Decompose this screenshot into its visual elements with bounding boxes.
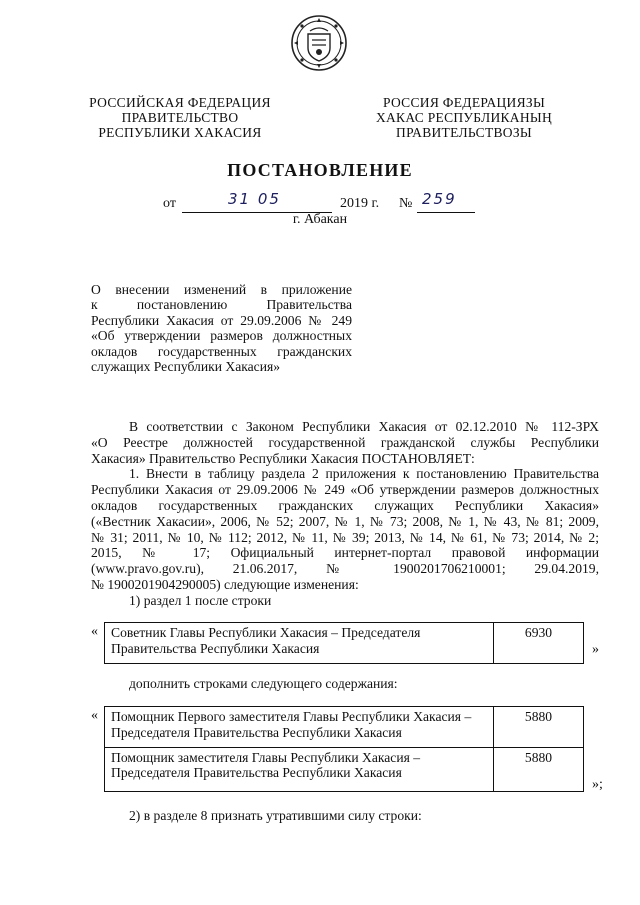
body-line: 1) раздел 1 после строки <box>129 592 272 608</box>
subject-line: Республики Хакасия от 29.09.2006 № 249 <box>91 312 352 328</box>
table1 <box>104 622 584 664</box>
coat-of-arms-emblem-icon <box>290 14 348 72</box>
header-left-line: ПРАВИТЕЛЬСТВО <box>121 110 239 125</box>
header-right-line: ХАКАС РЕСПУБЛИКАНЫҢ <box>375 110 553 125</box>
item2-text: 2) в разделе 8 признать утратившими силу строки: <box>129 808 422 823</box>
subject-line: окладов государственных гражданских <box>91 343 352 359</box>
body-line: «О Реестре должностей государственной гражданской службы Республики <box>91 434 599 450</box>
subject-block <box>91 282 352 374</box>
table2 <box>104 706 584 792</box>
body-line: Республики Хакасия от 29.09.2006 № 249 «Об утверждении размеров должностных <box>91 482 599 498</box>
header-right-line: ПРАВИТЕЛЬСТВОЗЫ <box>396 125 532 140</box>
body-line: 2015, № 17; Официальный интернет-портал правовой информации <box>91 545 599 561</box>
date-from-label: от <box>163 196 176 211</box>
body-line: (www.pravo.gov.ru), 21.06.2017, № 1900201706210001; 29.04.2019, <box>91 561 599 577</box>
table1-close-quote: » <box>592 642 599 657</box>
subject-line: О внесении изменений в приложение <box>91 282 352 297</box>
handwritten-number: 259 <box>422 190 457 208</box>
body-line: («Вестник Хакасии», 2006, № 52; 2007, № 1, № 73; 2008, № 1, № 43, № 81; 2009, <box>91 513 599 529</box>
table-cell-position: Помощник заместителя Главы Республики Хакасия – Председателя Правительства Республики Хакасия <box>105 747 494 792</box>
body-line: № 31; 2011, № 10, № 112; 2012, № 11, № 39; 2013, № 14, № 61, № 73; 2014, № 2; <box>91 529 599 545</box>
subject-line: служащих Республики Хакасия» <box>91 359 281 375</box>
body-line: № 1900201904290005) следующие изменения: <box>91 576 359 592</box>
number-label: № <box>399 196 413 211</box>
table-row <box>105 623 584 664</box>
body-line: Хакасия» Правительство Республики Хакасия ПОСТАНОВЛЯЕТ: <box>91 450 475 466</box>
add-rows-text: дополнить строками следующего содержания: <box>129 676 398 691</box>
city-line: г. Абакан <box>292 212 348 227</box>
subject-line: к постановлению Правительства <box>91 297 352 313</box>
date-year: 2019 г. <box>340 196 380 211</box>
table-cell-position: Советник Главы Республики Хакасия – Председателя Правительства Республики Хакасия <box>105 623 494 664</box>
header-left-line: РОССИЙСКАЯ ФЕДЕРАЦИЯ <box>89 95 271 110</box>
table-cell-position: Помощник Первого заместителя Главы Республики Хакасия – Председателя Правительства Республики Хакасия <box>105 707 494 748</box>
handwritten-date: 31 05 <box>228 190 281 208</box>
table-row <box>105 707 584 748</box>
header-left-block <box>82 95 278 140</box>
table-cell-salary: 6930 <box>494 623 584 664</box>
table1-open-quote: « <box>91 624 98 639</box>
table-cell-salary: 5880 <box>494 747 584 792</box>
table2-close-quote: »; <box>592 777 603 792</box>
header-left-line: РЕСПУБЛИКИ ХАКАСИЯ <box>98 125 262 140</box>
header-right-block <box>358 95 570 140</box>
document-title: ПОСТАНОВЛЕНИЕ <box>227 160 413 180</box>
table2-open-quote: « <box>91 708 98 723</box>
body-line: 1. Внести в таблицу раздела 2 приложения к постановлению Правительства <box>129 466 599 482</box>
table-row <box>105 747 584 792</box>
table-cell-salary: 5880 <box>494 707 584 748</box>
body-line: В соответствии с Законом Республики Хакасия от 02.12.2010 № 112-ЗРХ <box>129 419 599 434</box>
document-body <box>91 419 599 609</box>
body-line: окладов государственных гражданских служащих Республики Хакасия» <box>91 497 599 513</box>
header-right-line: РОССИЯ ФЕДЕРАЦИЯЗЫ <box>382 95 546 110</box>
subject-line: «Об утверждении размеров должностных <box>91 328 352 344</box>
